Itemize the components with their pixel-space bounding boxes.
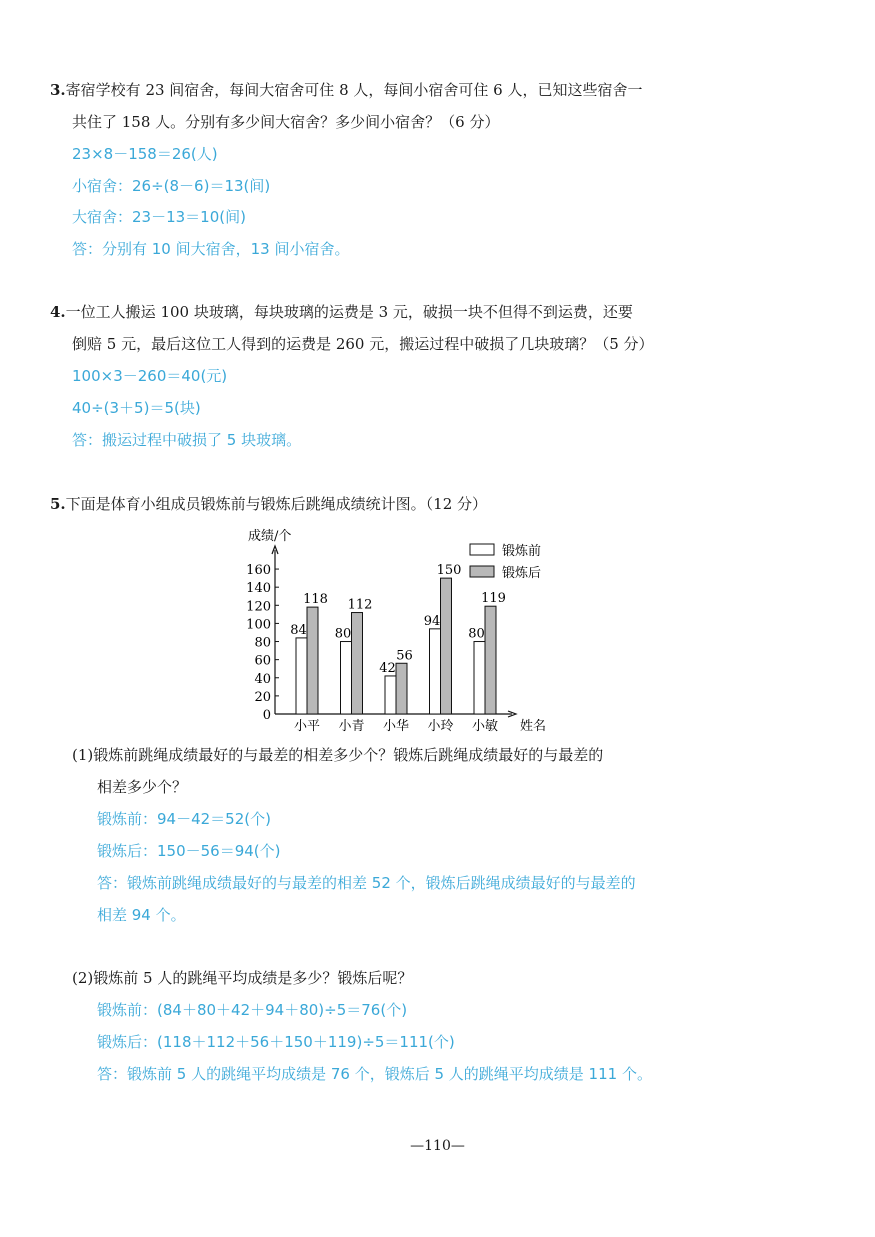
legend-label: 锻炼后 (502, 566, 542, 581)
q3-line2: 共住了 158 人。分别有多少间大宿舍？多少间小宿舍？（6 分） (72, 113, 500, 131)
bar-after (441, 578, 452, 714)
q4-answer-1: 100×3－260＝40(元) (72, 367, 228, 385)
q5-sub1-line1: (1)锻炼前跳绳成绩最好的与最差的相差多少个？锻炼后跳绳成绩最好的与最差的 (72, 746, 604, 764)
y-tick-label: 60 (254, 653, 271, 669)
q5-sub2-answer-2: 锻炼后：(118＋112＋56＋150＋119)÷5＝111(个) (97, 1033, 455, 1051)
q4-number: 4. (50, 303, 66, 321)
q3-text-1: 寄宿学校有 23 间宿舍，每间大宿舍可住 8 人，每间小宿舍可住 6 人，已知这些宿舍一 (65, 81, 643, 99)
q5-sub1-answer-3: 答：锻炼前跳绳成绩最好的与最差的相差 52 个，锻炼后跳绳成绩最好的与最差的 (97, 874, 636, 892)
data-label: 118 (303, 592, 328, 608)
bar-after (396, 663, 407, 714)
q5-sub1-answer-1: 锻炼前：94－42＝52(个) (97, 810, 271, 828)
q4-line2: 倒赔 5 元，最后这位工人得到的运费是 260 元，搬运过程中破损了几块玻璃？（5 分） (72, 335, 654, 353)
bar-after (485, 606, 496, 714)
q4-answer-2: 40÷(3＋5)＝5(块) (72, 399, 201, 417)
x-axis-label: 姓名 (520, 719, 547, 734)
data-label: 80 (334, 626, 352, 642)
bar-before (474, 642, 485, 714)
q4-text-1: 一位工人搬运 100 块玻璃，每块玻璃的运费是 3 元，破损一块不但得不到运费，还要 (65, 303, 633, 321)
q4-answer-3: 答：搬运过程中破损了 5 块玻璃。 (72, 431, 302, 449)
q5-sub2-line1: (2)锻炼前 5 人的跳绳平均成绩是多少？锻炼后呢？ (72, 969, 413, 987)
bar-after (307, 607, 318, 714)
y-tick-label: 140 (246, 581, 271, 597)
q3-answer-1: 23×8－158＝26(人) (72, 145, 218, 163)
q5-sub2-answer-1: 锻炼前：(84＋80＋42＋94＋80)÷5＝76(个) (97, 1001, 408, 1019)
q4-line1 (50, 302, 633, 322)
data-label: 84 (290, 622, 307, 638)
q5-sub1-line2: 相差多少个？ (97, 778, 188, 796)
data-label: 42 (379, 660, 396, 676)
y-tick-label: 160 (246, 563, 271, 579)
x-tick-label: 小青 (338, 719, 365, 734)
x-tick-label: 小华 (382, 719, 410, 734)
x-tick-label: 小玲 (427, 719, 454, 734)
q3-answer-4: 答：分别有 10 间大宿舍，13 间小宿舍。 (72, 240, 350, 258)
page-number: —110— (410, 1138, 465, 1154)
data-label: 150 (436, 563, 462, 579)
bar-before (296, 638, 307, 714)
q5-number: 5. (50, 495, 66, 513)
legend-label: 锻炼前 (502, 544, 542, 559)
q3-number: 3. (50, 81, 66, 99)
q5-text-1: 下面是体育小组成员锻炼前与锻炼后跳绳成绩统计图。（12 分） (65, 495, 488, 513)
q5-line1 (50, 494, 487, 514)
bar-after (352, 613, 363, 714)
q3-answer-3: 大宿舍：23－13＝10(间) (72, 208, 246, 226)
legend-swatch (470, 566, 494, 577)
q5-sub1-answer-2: 锻炼后：150－56＝94(个) (97, 842, 281, 860)
y-axis-label: 成绩/个 (248, 529, 292, 544)
y-tick-label: 100 (246, 617, 271, 633)
data-label: 94 (423, 613, 441, 629)
bar-before (430, 629, 441, 714)
q5-sub1-answer-4: 相差 94 个。 (97, 906, 186, 924)
y-tick-label: 40 (254, 671, 271, 687)
q3-line1 (50, 80, 642, 100)
x-tick-label: 小敏 (471, 719, 499, 734)
q5-sub2-answer-3: 答：锻炼前 5 人的跳绳平均成绩是 76 个，锻炼后 5 人的跳绳平均成绩是 111 个。 (97, 1065, 652, 1083)
bar-chart (230, 520, 570, 740)
y-tick-label: 20 (254, 689, 271, 705)
y-tick-label: 80 (254, 635, 271, 651)
data-label: 80 (468, 626, 485, 642)
data-label: 56 (396, 648, 413, 664)
y-tick-label: 0 (262, 708, 271, 723)
x-tick-label: 小平 (293, 719, 321, 734)
q3-answer-2: 小宿舍：26÷(8－6)＝13(间) (72, 177, 271, 195)
bar-before (385, 676, 396, 714)
legend-swatch (470, 544, 494, 555)
data-label: 119 (481, 591, 506, 607)
y-tick-label: 120 (246, 599, 271, 615)
bar-before (341, 642, 352, 714)
data-label: 112 (347, 597, 373, 613)
